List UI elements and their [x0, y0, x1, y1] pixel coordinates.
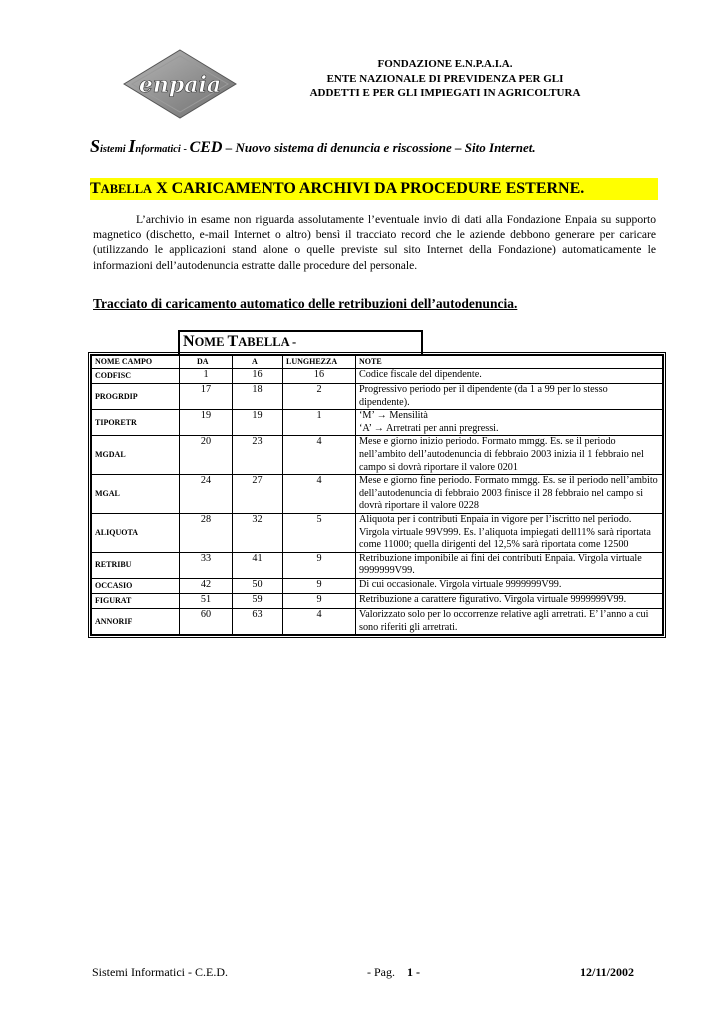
field-note — [356, 369, 663, 384]
field-da: 1 — [180, 369, 233, 384]
field-lunghezza: 4 — [283, 475, 356, 514]
note-line: Aliquota per i contributi Enpaia in vigore per l’iscritto nel periodo. Virgola virtuale 99V999. Es. l’aliquota impiegati dell11% sarà riportata come 11000; quella dirigenti del 12,5% sarà riportata come 12500 — [359, 513, 651, 551]
field-note — [356, 608, 663, 634]
field-da: 60 — [180, 608, 233, 634]
field-name: ANNORIF — [92, 608, 180, 634]
field-a: 18 — [233, 384, 283, 410]
field-a: 59 — [233, 593, 283, 608]
table-row — [92, 608, 663, 634]
field-note — [356, 578, 663, 593]
footer-date: 12/11/2002 — [580, 965, 635, 979]
field-da: 42 — [180, 578, 233, 593]
field-name: MGDAL — [92, 436, 180, 475]
org-header — [270, 57, 620, 101]
note-line: Progressivo periodo per il dipendente (da 1 a 99 per lo stesso dipendente). — [359, 384, 608, 408]
field-a: 27 — [233, 475, 283, 514]
logo-diamond-icon — [120, 48, 240, 120]
field-note — [356, 410, 663, 436]
field-note — [356, 436, 663, 475]
table-row — [92, 513, 663, 552]
field-name: CODFISC — [92, 369, 180, 384]
field-da: 17 — [180, 384, 233, 410]
header-da: DA — [180, 356, 233, 369]
header-note: NOTE — [356, 356, 663, 369]
org-line-2: ENTE NAZIONALE DI PREVIDENZA PER GLI — [326, 72, 564, 85]
table-row — [92, 384, 663, 410]
footer-page-label: - Pag. — [367, 965, 395, 979]
note-line: Valorizzato solo per lo occorrenze relative agli arretrati. E’ l’anno a cui sono riferiti gli arretrati. — [359, 608, 649, 633]
field-a: 63 — [233, 608, 283, 634]
field-lunghezza: 2 — [283, 384, 356, 410]
table-row — [92, 436, 663, 475]
note-line: Mese e giorno fine periodo. Formato mmgg. Es. se il periodo nell’ambito dell’autodenuncia di febbraio 2003 finisce il 28 febbraio nel campo si dovrà riportare il valore 0228 — [359, 475, 658, 512]
field-name: MGAL — [92, 475, 180, 514]
table-row — [92, 578, 663, 593]
tracciato-heading: Tracciato di caricamento automatico delle retribuzioni dell’autodenuncia. — [93, 296, 518, 311]
field-name: RETRIBU — [92, 552, 180, 578]
field-lunghezza: 9 — [283, 552, 356, 578]
field-da: 28 — [180, 513, 233, 552]
note-line: Retribuzione imponibile ai fini dei contributi Enpaia. Virgola virtuale 9999999V99. — [359, 552, 642, 577]
footer-page — [367, 965, 420, 980]
note-line: Retribuzione a carattere figurativo. Virgola virtuale 9999999V99. — [359, 593, 627, 605]
field-note — [356, 475, 663, 514]
field-name: PROGRDIP — [92, 384, 180, 410]
field-a: 23 — [233, 436, 283, 475]
field-note — [356, 552, 663, 578]
field-name: OCCASIO — [92, 578, 180, 593]
header-a: A — [233, 356, 283, 369]
field-name: TIPORETR — [92, 410, 180, 436]
field-note — [356, 513, 663, 552]
footer-page-number: 1 - — [407, 965, 420, 979]
field-a: 19 — [233, 410, 283, 436]
note-line: Codice fiscale del dipendente. — [359, 369, 482, 380]
record-layout-table — [88, 352, 666, 638]
field-name: FIGURAT — [92, 593, 180, 608]
field-da: 51 — [180, 593, 233, 608]
field-da: 24 — [180, 475, 233, 514]
field-name: ALIQUOTA — [92, 513, 180, 552]
document-subtitle: Sistemi Informatici - CED – Nuovo sistema di denuncia e riscossione – Sito Internet. — [90, 136, 536, 156]
note-line: Mese e giorno inizio periodo. Formato mmgg. Es. se il periodo nell’ambito dell’autodenuncia di febbraio 2003 inizia il 1 febbraio nel campo si dovrà riportare il valore 0201 — [359, 436, 644, 473]
field-note — [356, 593, 663, 608]
note-line: ‘M’ → Mensilità — [359, 410, 428, 422]
field-note — [356, 384, 663, 410]
section-title: TABELLA X CARICAMENTO ARCHIVI DA PROCEDURE ESTERNE. — [90, 178, 658, 200]
field-a: 32 — [233, 513, 283, 552]
table-row — [92, 369, 663, 384]
table-row — [92, 410, 663, 436]
enpaia-logo — [120, 48, 240, 120]
field-lunghezza: 1 — [283, 410, 356, 436]
note-line: Di cui occasionale. Virgola virtuale 9999999V99. — [359, 578, 562, 590]
field-lunghezza: 9 — [283, 578, 356, 593]
field-lunghezza: 5 — [283, 513, 356, 552]
logo-text: enpaia — [138, 72, 222, 98]
org-line-1: FONDAZIONE E.N.P.A.I.A. — [377, 58, 513, 70]
field-da: 33 — [180, 552, 233, 578]
field-a: 50 — [233, 578, 283, 593]
field-lunghezza: 4 — [283, 608, 356, 634]
field-a: 41 — [233, 552, 283, 578]
intro-paragraph: L’archivio in esame non riguarda assolutamente l’eventuale invio di dati alla Fondazione Enpaia su supporto magnetico (dischetto, e-mail Internet o altro) bensì il tracciato record che le aziende debbono generare per caricare (utilizzando le applicazioni stand alone o quelle previste sul sito Internet della Fondazione) automaticamente le informazioni dell’autodenuncia estratte dalle procedure del personale. — [93, 213, 656, 272]
note-line: ‘A’ → Arretrati per anni pregressi. — [359, 422, 499, 434]
table-row — [92, 593, 663, 608]
field-lunghezza: 9 — [283, 593, 356, 608]
header-nome-campo: NOME CAMPO — [92, 356, 180, 369]
table-row — [92, 552, 663, 578]
field-lunghezza: 4 — [283, 436, 356, 475]
footer-department: Sistemi Informatici - C.E.D. — [92, 965, 228, 979]
field-a: 16 — [233, 369, 283, 384]
field-da: 20 — [180, 436, 233, 475]
org-line-3: ADDETTI E PER GLI IMPIEGATI IN AGRICOLTURA — [309, 87, 581, 99]
header-lunghezza: LUNGHEZZA — [283, 356, 356, 369]
nome-tabella-label: NOME TABELLA - — [183, 333, 297, 350]
table-row — [92, 475, 663, 514]
field-da: 19 — [180, 410, 233, 436]
table-header-row — [92, 356, 663, 369]
field-lunghezza: 16 — [283, 369, 356, 384]
